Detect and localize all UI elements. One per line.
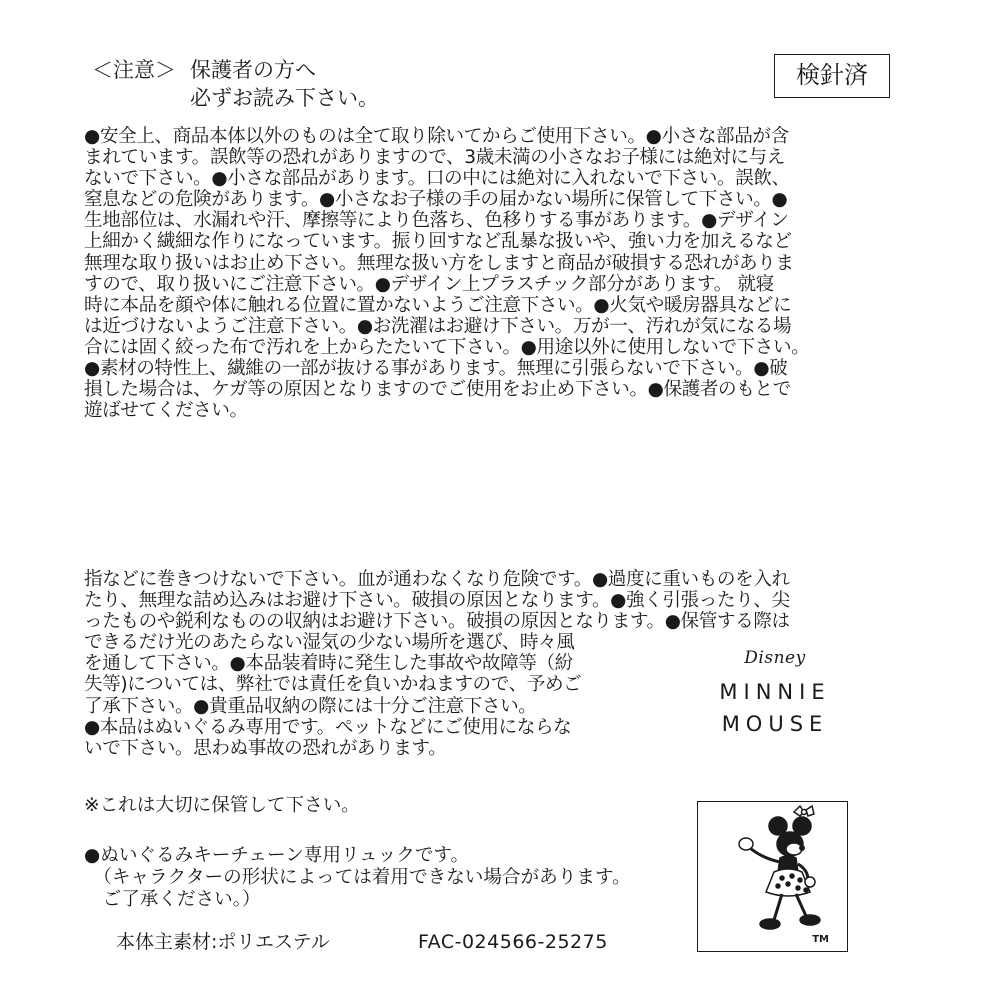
paragraph-line: できるだけ光のあたらない湿気の少ない場所を選び、時々風	[84, 632, 575, 654]
paragraph-line: 上細かく繊細な作りになっています。振り回すなど乱暴な扱いや、強い力を加えるなど	[84, 231, 792, 253]
paragraph-line: 損した場合は、ケガ等の原因となりますのでご使用をお止め下さい。●保護者のもとで	[84, 379, 791, 401]
paragraph-line: を通して下さい。●本品装着時に発生した事故や故障等（紛	[84, 653, 573, 675]
paragraph-line: 無理な取り扱いはお止め下さい。無理な扱い方をしますと商品が破損する恐れがありま	[84, 252, 794, 274]
brand-line-minnie: MINNIE	[719, 680, 831, 704]
paragraph-line: 指などに巻きつけないで下さい。血が通わなくなり危険です。●過度に重いものを入れ	[84, 569, 790, 590]
product-code: FAC-024566-25275	[418, 931, 608, 953]
paragraph-line: は近づけないようご注意下さい。●お洗濯はお避け下さい。万が一、汚れが気になる場	[84, 315, 792, 337]
paragraph-line: いで下さい。思わぬ事故の恐れがあります。	[84, 737, 447, 759]
paragraph-line: すので、取り扱いにご注意下さい。●デザイン上プラスチック部分があります。 就寝	[84, 273, 774, 295]
read-notice: 必ずお読み下さい。	[190, 86, 379, 110]
paragraph-line: たり、無理な詰め込みはお避け下さい。破損の原因となります。●強く引張ったり、尖	[84, 590, 790, 612]
paragraph-line: 時に本品を顔や体に触れる位置に置かないようご注意下さい。●火気や暖房器具などに	[84, 294, 792, 316]
caution-label: ＜注意＞	[92, 58, 176, 82]
paragraph-line: ●素材の特性上、繊維の一部が抜ける事があります。無理に引張らないで下さい。●破	[84, 358, 788, 380]
paragraph-line: ったものや鋭利なものの収納はお避け下さい。破損の原因となります。●保管する際は	[84, 611, 790, 633]
keep-notice: ※これは大切に保管して下さい。	[84, 795, 360, 816]
needle-inspected-badge: 検針済	[774, 54, 890, 98]
paragraph-line: 遊ばせてください。	[84, 400, 248, 422]
paragraph-line: ●安全上、商品本体以外のものは全て取り除いてからご使用下さい。●小さな部品が含	[84, 126, 789, 147]
paragraph-line: 失等)については、弊社では責任を負いかねますので、予めご	[84, 674, 582, 696]
purpose-line: ●ぬいぐるみキーチェーン専用リュックです。	[84, 845, 470, 866]
trademark-mark: TM	[812, 934, 829, 945]
paragraph-line: ないで下さい。●小さな部品があります。口の中には絶対に入れないで下さい。誤飲、	[84, 168, 790, 190]
brand-line-mouse: MOUSE	[721, 712, 829, 736]
guardian-title: 保護者の方へ	[190, 58, 316, 82]
character-art-frame	[697, 801, 848, 952]
purpose-notice	[84, 845, 631, 911]
paragraph-line: まれています。誤飲等の恐れがありますので、3歳未満の小さなお子様には絶対に与え	[84, 147, 785, 169]
safety-paragraph-1	[84, 126, 914, 421]
paragraph-line: ●本品はぬいぐるみ専用です。ペットなどにご使用にならな	[84, 716, 572, 738]
purpose-line: （キャラクターの形状によっては着用できない場合があります。	[84, 867, 631, 888]
paragraph-line: 生地部位は、水漏れや汗、摩擦等により色落ち、色移りする事があります。●デザイン	[84, 210, 789, 232]
minnie-mouse-icon	[698, 802, 846, 950]
paragraph-line: 了承下さい。●貴重品収納の際には十分ご注意下さい。	[84, 695, 537, 717]
paragraph-line: 合には固く絞った布で汚れを上からたたいて下さい。●用途以外に使用しないで下さい。	[84, 336, 810, 358]
brand-logo	[690, 648, 860, 740]
material-label: 本体主素材:ポリエステル	[116, 931, 330, 953]
purpose-line: ご了承ください。）	[84, 889, 261, 910]
disney-wordmark: Disney	[744, 648, 806, 668]
paragraph-line: 窒息などの危険があります。●小さなお子様の手の届かない場所に保管して下さい。●	[84, 189, 788, 211]
